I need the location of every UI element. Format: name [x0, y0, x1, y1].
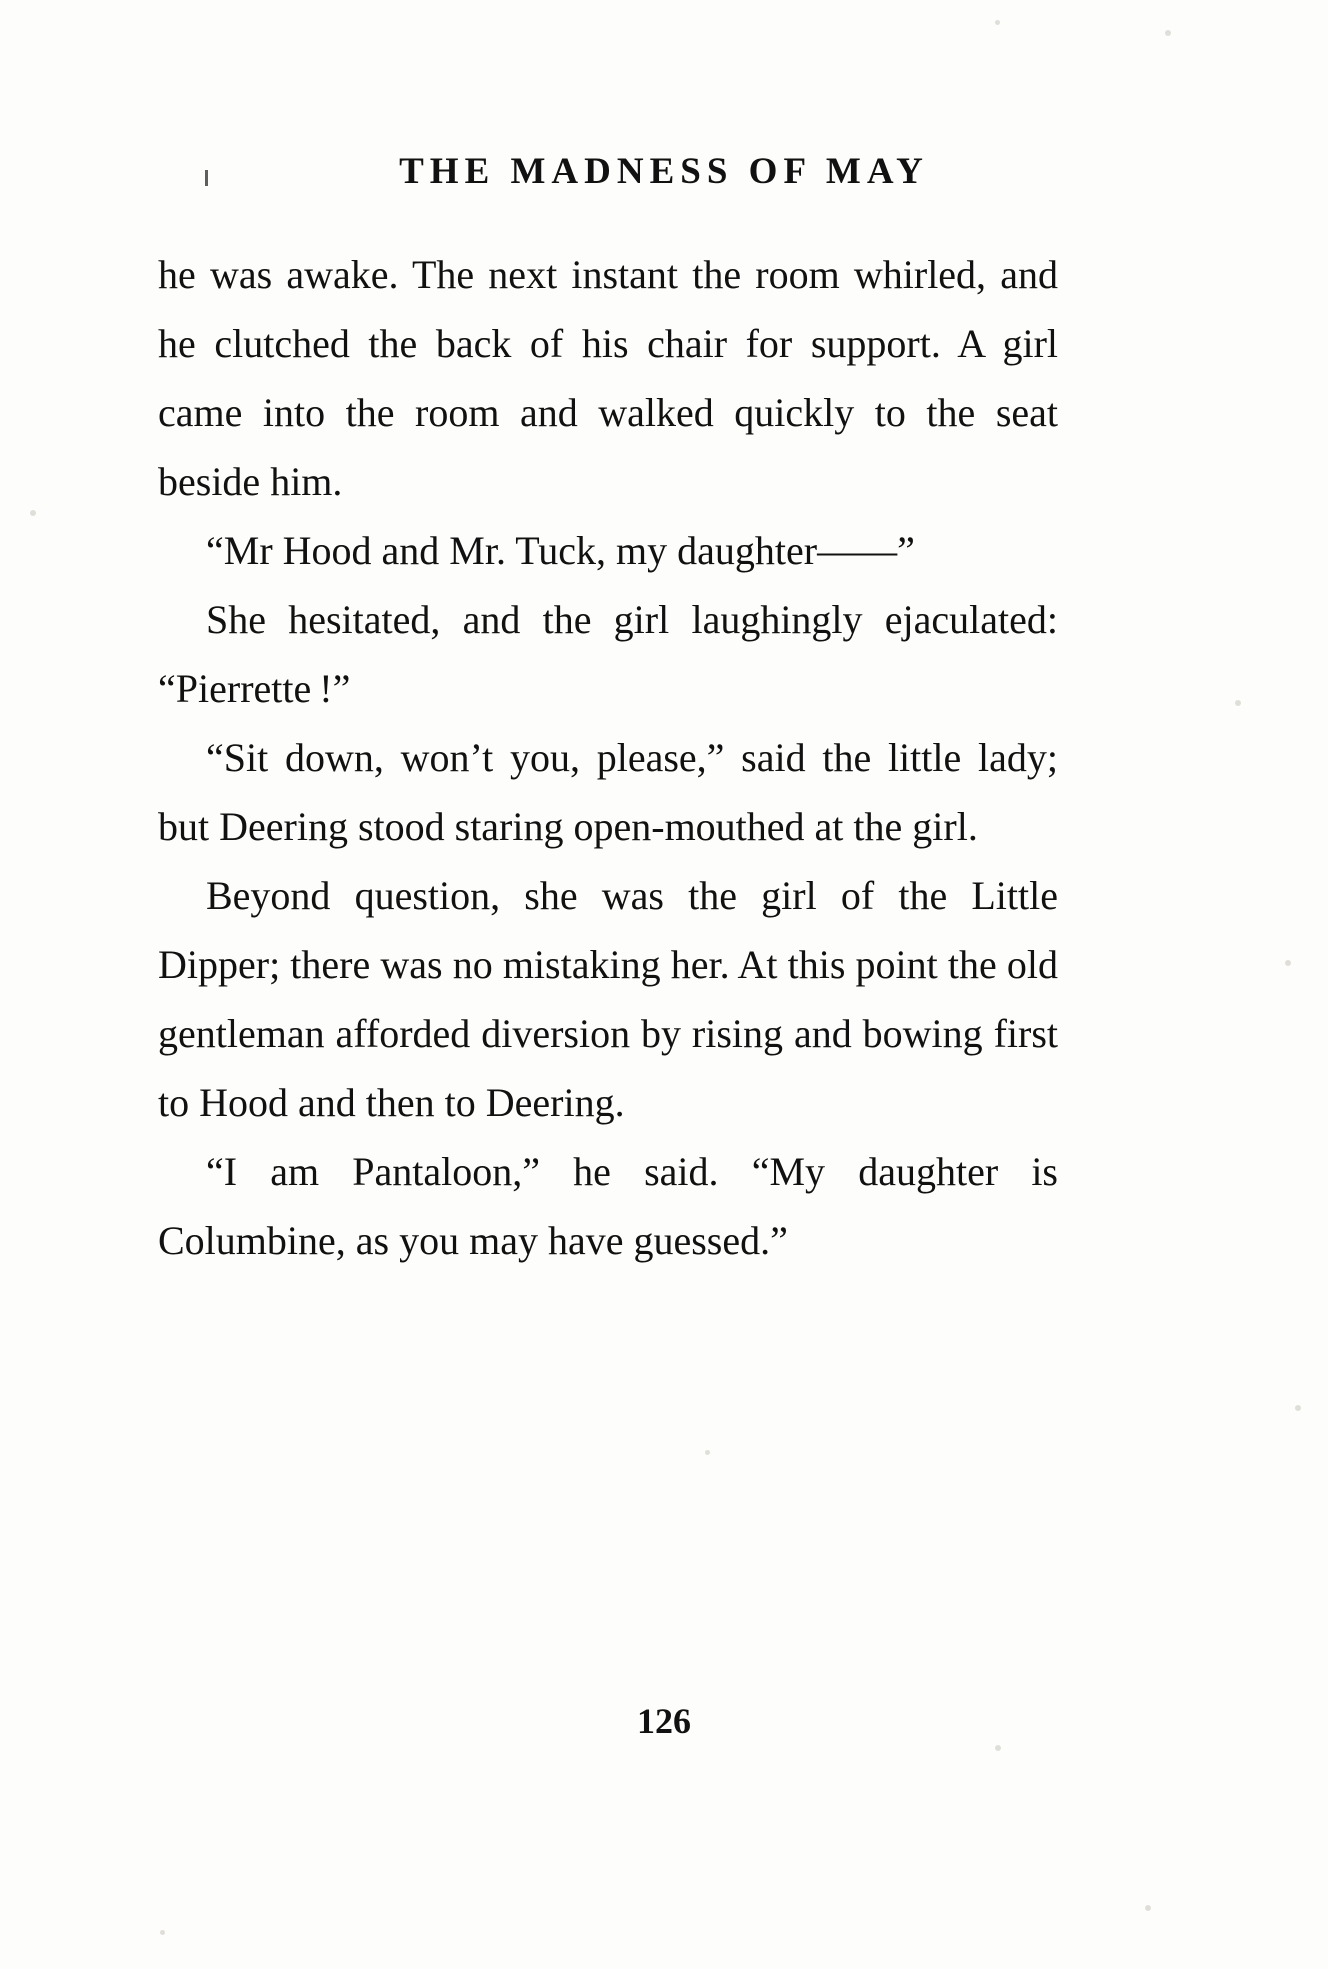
paragraph: he was awake. The next instant the room whirled, and he clutched the back of his chair for support. A girl came into the room and walked quickly to the seat beside him. [158, 252, 1058, 504]
paper-speck [1295, 1405, 1301, 1411]
paper-speck [995, 1745, 1001, 1751]
paragraph: “Mr Hood and Mr. Tuck, my daughter——” [206, 528, 915, 573]
paper-speck [1145, 1905, 1151, 1911]
body-text [158, 240, 1058, 1275]
paragraph: Beyond question, she was the girl of the Little Dipper; there was no mistaking her. At this point the old gentleman afforded diversion by rising and bowing first to Hood and then to Deering. [158, 873, 1058, 1125]
paper-speck [1235, 700, 1241, 706]
page-number: 126 [637, 1701, 691, 1741]
paper-speck [160, 1930, 165, 1935]
paper-speck [1285, 960, 1291, 966]
paper-speck [995, 20, 1000, 25]
paragraph: She hesitated, and the girl laughingly ejaculated: “Pierrette !” [158, 597, 1058, 711]
paragraph: “Sit down, won’t you, please,” said the little lady; but Deering stood staring open-mouthed at the girl. [158, 735, 1058, 849]
page-header-title: THE MADNESS OF MAY [399, 151, 929, 192]
paragraph: “I am Pantaloon,” he said. “My daughter is Columbine, as you may have guessed.” [158, 1149, 1058, 1263]
paper-speck [1165, 30, 1171, 36]
paper-speck [705, 1450, 710, 1455]
paper-speck [30, 510, 36, 516]
